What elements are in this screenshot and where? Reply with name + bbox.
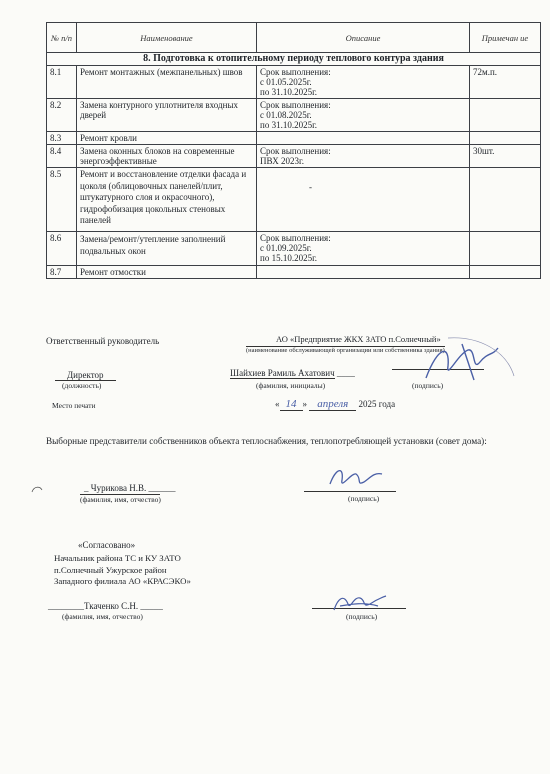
sign-date: « 14 » апреля 2025 года [275,398,396,410]
row-desc [257,132,470,145]
row-note [470,168,541,232]
owners-label: Выборные представители собственников объекта теплоснабжения, теплопотребляющей установки (совет дома): [46,436,487,446]
position-caption: (должность) [62,381,102,390]
row-name: Ремонт отмостки [77,266,257,279]
row-desc: - [257,168,470,232]
row-desc: Срок выполнения: с 01.08.2025г. по 31.10.2025г. [257,99,470,132]
row-desc [257,266,470,279]
position-value: Директор [55,370,116,381]
table-header-row [47,23,541,53]
agreed-title: «Согласовано» [78,540,136,550]
row-name: Замена/ремонт/утепление заполнений подвальных окон [77,232,257,266]
row-desc: Срок выполнения: с 01.05.2025г. по 31.10.2025г. [257,66,470,99]
row-name: Ремонт кровли [77,132,257,145]
table-row [47,99,541,132]
row-num: 8.2 [47,99,77,132]
table-row [47,66,541,99]
margin-mark [30,484,44,496]
row-num: 8.5 [47,168,77,232]
responsible-label: Ответственный руководитель [46,336,160,346]
owner-caption: (фамилия, имя, отчество) [80,495,161,504]
row-name: Ремонт и восстановление отделки фасада и цоколя (облицовочных панелей/плит, штукатурного слоя и окрасочного), гидрофобизация цокольных стеновых панелей [77,168,257,232]
owner-name: _ Чурикова Н.В. ______ [84,483,176,493]
table-row [47,168,541,232]
row-desc: Срок выполнения: ПВХ 2023г. [257,145,470,168]
owner-sig-caption: (подпись) [348,494,380,503]
row-num: 8.6 [47,232,77,266]
row-num: 8.3 [47,132,77,145]
org-name: АО «Предприятие ЖКХ ЗАТО п.Солнечный» [276,334,441,344]
work-plan-table [46,22,541,279]
row-note: 72м.п. [470,66,541,99]
row-desc: Срок выполнения: с 01.09.2025г. по 15.10.2025г. [257,232,470,266]
row-num: 8.7 [47,266,77,279]
row-note [470,99,541,132]
name-caption: (фамилия, инициалы) [256,381,326,390]
row-note [470,266,541,279]
agreed-lines: Начальник района ТС и КУ ЗАТО п.Солнечный Ужурское район Западного филиала АО «КРАСЭКО» [54,553,191,586]
org-caption: (наименование обслуживающей организации или собственника здания) [246,347,445,354]
header-name: Наименование [77,23,257,53]
director-signature [418,336,518,396]
header-num: № п/п [47,23,77,53]
row-note [470,232,541,266]
signature-caption: (подпись) [412,381,444,390]
row-name: Замена контурного уплотнителя входных дверей [77,99,257,132]
section-row [47,53,541,66]
table-row [47,266,541,279]
director-name: Шайхиев Рамиль Ахатович ____ [230,368,355,378]
row-name: Ремонт монтажных (межпанельных) швов [77,66,257,99]
table-row [47,145,541,168]
agreed-sig-caption: (подпись) [346,612,378,621]
agreed-name: ________Ткаченко С.Н. _____ [48,601,163,611]
header-desc: Описание [257,23,470,53]
agreed-signature [330,588,390,618]
row-note [470,132,541,145]
row-note: 30шт. [470,145,541,168]
row-name: Замена оконных блоков на современные энергоэффективные [77,145,257,168]
table-row [47,232,541,266]
section-title: 8. Подготовка к отопительному периоду теплового контура здания [47,53,541,66]
agreed-caption: (фамилия, имя, отчество) [62,612,143,621]
header-note: Примечан ие [470,23,541,53]
row-num: 8.4 [47,145,77,168]
row-num: 8.1 [47,66,77,99]
owner-signature [326,462,386,494]
table-row [47,132,541,145]
seal-place: Место печати [52,401,96,410]
